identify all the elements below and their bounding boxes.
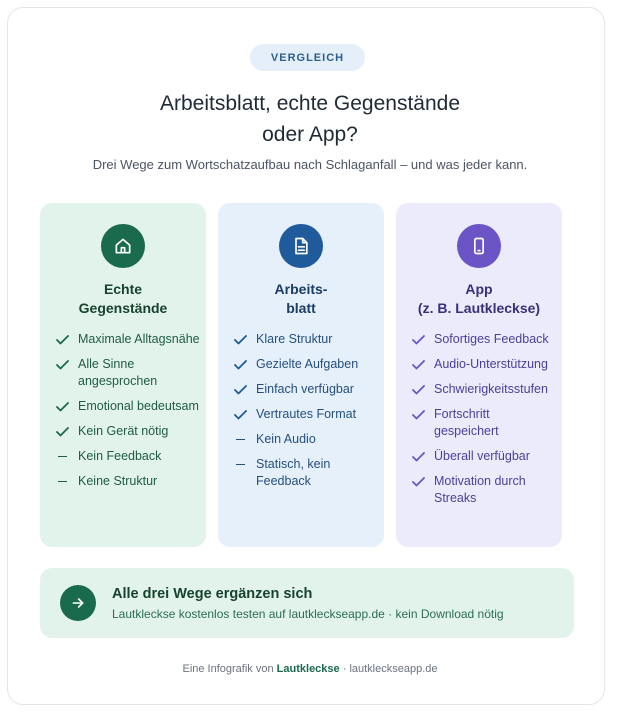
feature-text: Motivation durch Streaks: [434, 474, 526, 505]
dash-icon: [234, 456, 256, 473]
check-icon: [412, 356, 434, 373]
feature-text: Emotional bedeutsam: [78, 399, 199, 413]
column-title-line-1: Echte: [103, 281, 143, 297]
check-icon: [412, 331, 434, 348]
page-subtitle: Drei Wege zum Wortschatzaufbau nach Schlaganfall – und was jeder kann.: [92, 157, 528, 172]
column-title-line-2: Gegenstände: [78, 300, 168, 316]
check-icon: [56, 398, 78, 415]
feature-text: Maximale Alltagsnähe: [78, 332, 200, 346]
column-title-line-1: Arbeits-: [274, 281, 328, 297]
footer-suffix[interactable]: · lautkleckseapp.de: [342, 663, 438, 675]
check-icon: [56, 423, 78, 440]
feature-text: Fortschritt gespeichert: [434, 407, 499, 438]
feature-text: Alle Sinne angesprochen: [78, 357, 158, 388]
column-title: [396, 280, 562, 318]
feature-item: [234, 431, 379, 448]
feature-item: [56, 473, 201, 490]
banner-subtitle[interactable]: Lautkleckse kostenlos testen auf lautkleckseapp.de · kein Download nötig: [112, 607, 504, 621]
dash-icon: [234, 431, 256, 448]
feature-item: [412, 381, 557, 398]
feature-list: [234, 331, 379, 498]
feature-text: Kein Gerät nötig: [78, 424, 169, 438]
feature-item: [234, 456, 379, 490]
home-icon: [101, 224, 145, 268]
feature-item: [234, 356, 379, 373]
arrow-right-icon[interactable]: [60, 585, 96, 621]
check-icon: [412, 381, 434, 398]
feature-item: [56, 398, 201, 415]
cta-banner[interactable]: [40, 568, 574, 638]
feature-item: [234, 406, 379, 423]
feature-item: [56, 448, 201, 465]
feature-text: Audio-Unterstützung: [434, 357, 548, 371]
check-icon: [234, 331, 256, 348]
smartphone-icon: [457, 224, 501, 268]
column-echte-gegenstaende: [40, 203, 206, 547]
banner-title: Alle drei Wege ergänzen sich: [112, 586, 313, 602]
footer-prefix: Eine Infografik von: [182, 663, 274, 675]
feature-text: Schwierigkeitsstufen: [434, 382, 548, 396]
check-icon: [234, 406, 256, 423]
check-icon: [56, 356, 78, 373]
feature-text: Gezielte Aufgaben: [256, 357, 359, 371]
feature-text: Überall verfügbar: [434, 449, 530, 463]
feature-item: [234, 381, 379, 398]
document-icon: [279, 224, 323, 268]
dash-icon: [56, 448, 78, 465]
feature-list: [412, 331, 557, 515]
feature-text: Sofortiges Feedback: [434, 332, 549, 346]
feature-item: [412, 448, 557, 465]
dash-icon: [56, 473, 78, 490]
page-title: [60, 88, 560, 150]
column-title-line-2: (z. B. Lautkleckse): [417, 300, 541, 316]
feature-text: Keine Struktur: [78, 474, 158, 488]
column-title-line-1: App: [465, 281, 493, 297]
column-arbeitsblatt: [218, 203, 384, 547]
check-icon: [234, 356, 256, 373]
footer-brand-link[interactable]: Lautkleckse: [276, 663, 340, 675]
column-title: [40, 280, 206, 318]
feature-item: [56, 356, 201, 390]
feature-item: [234, 331, 379, 348]
title-line-1: Arbeitsblatt, echte Gegenstände: [159, 92, 461, 115]
title-line-2: oder App?: [262, 123, 358, 146]
feature-item: [412, 331, 557, 348]
feature-text: Vertrautes Format: [256, 407, 357, 421]
feature-item: [412, 356, 557, 373]
feature-item: [412, 473, 557, 507]
column-app: [396, 203, 562, 547]
feature-item: [56, 331, 201, 348]
column-title-line-2: blatt: [286, 300, 316, 316]
feature-item: [412, 406, 557, 440]
feature-text: Kein Feedback: [78, 449, 162, 463]
check-icon: [56, 331, 78, 348]
category-badge: VERGLEICH: [250, 44, 365, 71]
column-title: [218, 280, 384, 318]
feature-text: Einfach verfügbar: [256, 382, 354, 396]
feature-text: Klare Struktur: [256, 332, 333, 346]
check-icon: [412, 448, 434, 465]
feature-text: Kein Audio: [256, 432, 316, 446]
footer: [0, 663, 620, 675]
check-icon: [412, 473, 434, 490]
feature-list: [56, 331, 201, 498]
feature-text: Statisch, kein Feedback: [256, 457, 331, 488]
check-icon: [234, 381, 256, 398]
feature-item: [56, 423, 201, 440]
check-icon: [412, 406, 434, 423]
